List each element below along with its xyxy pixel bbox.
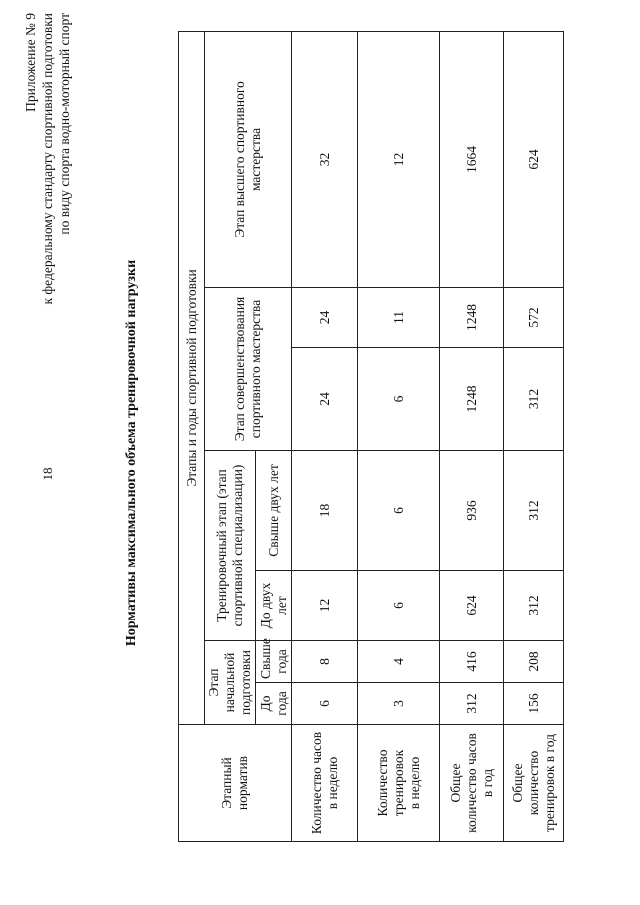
rotated-page-content <box>20 13 620 893</box>
table-cell: 4 <box>358 640 440 682</box>
table-cell: 572 <box>504 287 564 347</box>
table-cell: 1248 <box>440 347 504 450</box>
header-stages: Этапы и годы спортивной подготовки <box>179 31 205 724</box>
table-cell: 11 <box>358 287 440 347</box>
table-cell: 156 <box>504 682 564 724</box>
table-cell: 1664 <box>440 31 504 287</box>
table-cell: 6 <box>358 450 440 570</box>
row-label: Количество тренировок в неделю <box>358 724 440 841</box>
row-label: Количество часов в неделю <box>292 724 358 841</box>
header-initial-over-year: Свыше года <box>256 640 292 682</box>
row-label: Общее количество часов в год <box>440 724 504 841</box>
table-cell: 312 <box>504 347 564 450</box>
header-training-over-two-years: Свыше двух лет <box>256 450 292 570</box>
table-cell: 32 <box>292 31 358 287</box>
table-row <box>292 31 358 841</box>
appendix-header <box>22 13 73 433</box>
appendix-standard: к федеральному стандарту спортивной подготовки <box>40 12 55 305</box>
table-cell: 936 <box>440 450 504 570</box>
table-row <box>358 31 440 841</box>
table-cell: 624 <box>504 31 564 287</box>
table-cell: 6 <box>292 682 358 724</box>
table-cell: 624 <box>440 570 504 640</box>
table-cell: 312 <box>504 570 564 640</box>
page-number: 18 <box>40 467 55 481</box>
header-initial-upto-year: До года <box>256 682 292 724</box>
header-training-upto-two-years: До двух лет <box>256 570 292 640</box>
appendix-sport: по виду спорта водно-моторный спорт <box>57 12 72 235</box>
table-cell: 312 <box>440 682 504 724</box>
appendix-number: Приложение № 9 <box>23 12 38 112</box>
table-cell: 8 <box>292 640 358 682</box>
table-cell: 208 <box>504 640 564 682</box>
header-highest-stage: Этап высшего спортивного мастерства <box>205 31 292 287</box>
header-normative: Этапный норматив <box>179 724 292 841</box>
table-cell: 12 <box>358 31 440 287</box>
table-cell: 18 <box>292 450 358 570</box>
table-row <box>504 31 564 841</box>
table-cell: 312 <box>504 450 564 570</box>
table-cell: 12 <box>292 570 358 640</box>
table-cell: 24 <box>292 287 358 347</box>
header-perfection-stage: Этап совершенствования спортивного мастерства <box>205 287 292 450</box>
table-cell: 416 <box>440 640 504 682</box>
row-label: Общее количество тренировок в год <box>504 724 564 841</box>
document-title: Нормативы максимального объема тренировочной нагрузки <box>124 259 139 646</box>
table-cell: 24 <box>292 347 358 450</box>
table-cell: 1248 <box>440 287 504 347</box>
norms-table <box>178 30 564 841</box>
header-training-stage: Тренировочный этап (этап спортивной специализации) <box>205 450 256 640</box>
table-cell: 3 <box>358 682 440 724</box>
table-cell: 6 <box>358 347 440 450</box>
header-initial-stage: Этап начальной подготовки <box>205 640 256 724</box>
table-row <box>440 31 504 841</box>
table-cell: 6 <box>358 570 440 640</box>
